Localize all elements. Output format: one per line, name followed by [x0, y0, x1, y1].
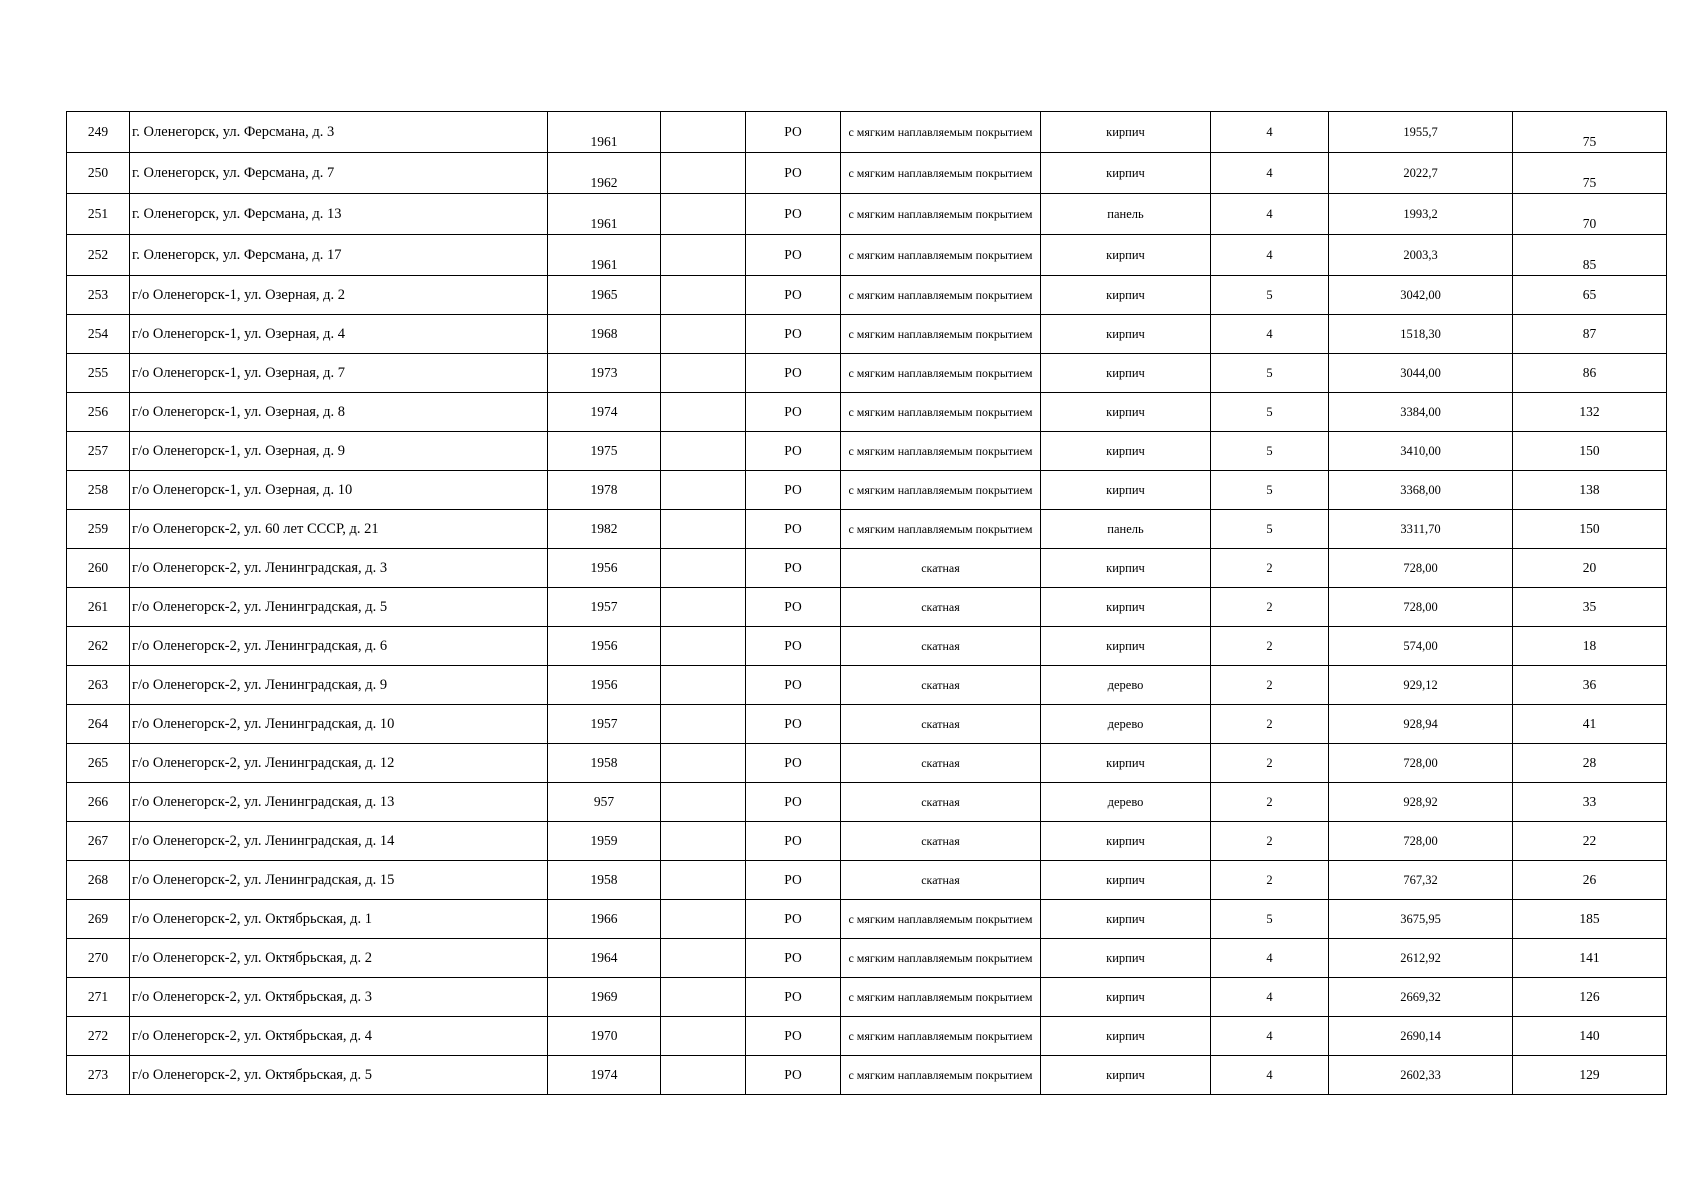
empty-cell — [661, 432, 746, 471]
empty-cell — [661, 861, 746, 900]
row-number-cell: 259 — [67, 510, 130, 549]
floors-cell: 5 — [1211, 432, 1329, 471]
table-row — [67, 1017, 1667, 1056]
management-cell: РО — [746, 783, 841, 822]
table-body — [67, 112, 1667, 1095]
address-cell: г. Оленегорск, ул. Ферсмана, д. 7 — [130, 153, 548, 194]
area-cell: 3042,00 — [1329, 276, 1513, 315]
address-cell: г/о Оленегорск-2, ул. Ленинградская, д. 15 — [130, 861, 548, 900]
table-row — [67, 153, 1667, 194]
table-row — [67, 744, 1667, 783]
table-row — [67, 471, 1667, 510]
empty-cell — [661, 744, 746, 783]
wall-material-cell: панель — [1041, 510, 1211, 549]
roof-type-cell: с мягким наплавляемым покрытием — [841, 112, 1041, 153]
year-built-cell: 1958 — [548, 744, 661, 783]
year-built-cell: 1974 — [548, 393, 661, 432]
floors-cell: 2 — [1211, 588, 1329, 627]
residents-cell: 33 — [1513, 783, 1667, 822]
residents-cell: 140 — [1513, 1017, 1667, 1056]
address-cell: г/о Оленегорск-1, ул. Озерная, д. 4 — [130, 315, 548, 354]
empty-cell — [661, 112, 746, 153]
residents-cell: 26 — [1513, 861, 1667, 900]
area-cell: 728,00 — [1329, 588, 1513, 627]
area-cell: 2602,33 — [1329, 1056, 1513, 1095]
area-cell: 728,00 — [1329, 822, 1513, 861]
row-number-cell: 268 — [67, 861, 130, 900]
row-number-cell: 264 — [67, 705, 130, 744]
wall-material-cell: кирпич — [1041, 744, 1211, 783]
year-built-cell: 1973 — [548, 354, 661, 393]
empty-cell — [661, 705, 746, 744]
wall-material-cell: кирпич — [1041, 1056, 1211, 1095]
address-cell: г/о Оленегорск-1, ул. Озерная, д. 9 — [130, 432, 548, 471]
table-row — [67, 276, 1667, 315]
address-cell: г. Оленегорск, ул. Ферсмана, д. 17 — [130, 235, 548, 276]
table-row — [67, 627, 1667, 666]
floors-cell: 4 — [1211, 939, 1329, 978]
empty-cell — [661, 1017, 746, 1056]
management-cell: РО — [746, 315, 841, 354]
roof-type-cell: с мягким наплавляемым покрытием — [841, 510, 1041, 549]
year-built-cell: 1961 — [548, 194, 661, 235]
year-built-cell: 1975 — [548, 432, 661, 471]
address-cell: г/о Оленегорск-2, ул. Ленинградская, д. 6 — [130, 627, 548, 666]
year-built-cell: 1959 — [548, 822, 661, 861]
management-cell: РО — [746, 861, 841, 900]
floors-cell: 4 — [1211, 1056, 1329, 1095]
table-row — [67, 666, 1667, 705]
roof-type-cell: скатная — [841, 588, 1041, 627]
wall-material-cell: кирпич — [1041, 235, 1211, 276]
row-number-cell: 249 — [67, 112, 130, 153]
address-cell: г/о Оленегорск-2, ул. Октябрьская, д. 4 — [130, 1017, 548, 1056]
empty-cell — [661, 510, 746, 549]
management-cell: РО — [746, 705, 841, 744]
roof-type-cell: скатная — [841, 666, 1041, 705]
residents-cell: 75 — [1513, 153, 1667, 194]
residents-cell: 86 — [1513, 354, 1667, 393]
year-built-cell: 1956 — [548, 549, 661, 588]
empty-cell — [661, 666, 746, 705]
management-cell: РО — [746, 354, 841, 393]
table-row — [67, 705, 1667, 744]
row-number-cell: 255 — [67, 354, 130, 393]
table-row — [67, 588, 1667, 627]
address-cell: г. Оленегорск, ул. Ферсмана, д. 3 — [130, 112, 548, 153]
wall-material-cell: кирпич — [1041, 549, 1211, 588]
year-built-cell: 1956 — [548, 666, 661, 705]
floors-cell: 2 — [1211, 705, 1329, 744]
management-cell: РО — [746, 510, 841, 549]
roof-type-cell: с мягким наплавляемым покрытием — [841, 900, 1041, 939]
empty-cell — [661, 588, 746, 627]
table-row — [67, 194, 1667, 235]
management-cell: РО — [746, 939, 841, 978]
empty-cell — [661, 471, 746, 510]
roof-type-cell: скатная — [841, 705, 1041, 744]
roof-type-cell: скатная — [841, 783, 1041, 822]
management-cell: РО — [746, 900, 841, 939]
floors-cell: 2 — [1211, 627, 1329, 666]
row-number-cell: 258 — [67, 471, 130, 510]
row-number-cell: 271 — [67, 978, 130, 1017]
table-row — [67, 822, 1667, 861]
row-number-cell: 269 — [67, 900, 130, 939]
row-number-cell: 250 — [67, 153, 130, 194]
empty-cell — [661, 235, 746, 276]
management-cell: РО — [746, 744, 841, 783]
row-number-cell: 260 — [67, 549, 130, 588]
roof-type-cell: с мягким наплавляемым покрытием — [841, 1017, 1041, 1056]
table-row — [67, 978, 1667, 1017]
table-row — [67, 549, 1667, 588]
area-cell: 3675,95 — [1329, 900, 1513, 939]
roof-type-cell: скатная — [841, 549, 1041, 588]
wall-material-cell: дерево — [1041, 705, 1211, 744]
residents-cell: 126 — [1513, 978, 1667, 1017]
area-cell: 728,00 — [1329, 549, 1513, 588]
row-number-cell: 251 — [67, 194, 130, 235]
residents-cell: 138 — [1513, 471, 1667, 510]
floors-cell: 4 — [1211, 112, 1329, 153]
table-row — [67, 235, 1667, 276]
row-number-cell: 262 — [67, 627, 130, 666]
year-built-cell: 1970 — [548, 1017, 661, 1056]
roof-type-cell: скатная — [841, 627, 1041, 666]
address-cell: г/о Оленегорск-2, ул. Ленинградская, д. 14 — [130, 822, 548, 861]
management-cell: РО — [746, 235, 841, 276]
year-built-cell: 1974 — [548, 1056, 661, 1095]
row-number-cell: 254 — [67, 315, 130, 354]
roof-type-cell: скатная — [841, 744, 1041, 783]
wall-material-cell: кирпич — [1041, 315, 1211, 354]
management-cell: РО — [746, 471, 841, 510]
row-number-cell: 265 — [67, 744, 130, 783]
area-cell: 1518,30 — [1329, 315, 1513, 354]
wall-material-cell: кирпич — [1041, 939, 1211, 978]
table-row — [67, 432, 1667, 471]
area-cell: 728,00 — [1329, 744, 1513, 783]
residents-cell: 150 — [1513, 432, 1667, 471]
management-cell: РО — [746, 627, 841, 666]
wall-material-cell: кирпич — [1041, 471, 1211, 510]
area-cell: 1955,7 — [1329, 112, 1513, 153]
address-cell: г/о Оленегорск-1, ул. Озерная, д. 2 — [130, 276, 548, 315]
roof-type-cell: скатная — [841, 822, 1041, 861]
area-cell: 2612,92 — [1329, 939, 1513, 978]
row-number-cell: 252 — [67, 235, 130, 276]
year-built-cell: 1957 — [548, 588, 661, 627]
area-cell: 2003,3 — [1329, 235, 1513, 276]
empty-cell — [661, 822, 746, 861]
floors-cell: 5 — [1211, 393, 1329, 432]
table-row — [67, 900, 1667, 939]
management-cell: РО — [746, 1056, 841, 1095]
wall-material-cell: кирпич — [1041, 153, 1211, 194]
address-cell: г/о Оленегорск-2, ул. Ленинградская, д. 12 — [130, 744, 548, 783]
wall-material-cell: дерево — [1041, 666, 1211, 705]
year-built-cell: 1982 — [548, 510, 661, 549]
table-row — [67, 393, 1667, 432]
year-built-cell: 1961 — [548, 112, 661, 153]
floors-cell: 5 — [1211, 900, 1329, 939]
wall-material-cell: дерево — [1041, 783, 1211, 822]
address-cell: г/о Оленегорск-2, ул. Октябрьская, д. 3 — [130, 978, 548, 1017]
address-cell: г/о Оленегорск-2, ул. Ленинградская, д. 9 — [130, 666, 548, 705]
residents-cell: 35 — [1513, 588, 1667, 627]
residents-cell: 129 — [1513, 1056, 1667, 1095]
floors-cell: 5 — [1211, 471, 1329, 510]
floors-cell: 4 — [1211, 978, 1329, 1017]
floors-cell: 2 — [1211, 744, 1329, 783]
row-number-cell: 273 — [67, 1056, 130, 1095]
wall-material-cell: кирпич — [1041, 112, 1211, 153]
year-built-cell: 1968 — [548, 315, 661, 354]
residents-cell: 36 — [1513, 666, 1667, 705]
area-cell: 3044,00 — [1329, 354, 1513, 393]
floors-cell: 4 — [1211, 153, 1329, 194]
management-cell: РО — [746, 153, 841, 194]
row-number-cell: 266 — [67, 783, 130, 822]
year-built-cell: 1964 — [548, 939, 661, 978]
row-number-cell: 253 — [67, 276, 130, 315]
table-row — [67, 354, 1667, 393]
address-cell: г/о Оленегорск-2, ул. Октябрьская, д. 2 — [130, 939, 548, 978]
roof-type-cell: с мягким наплавляемым покрытием — [841, 978, 1041, 1017]
area-cell: 1993,2 — [1329, 194, 1513, 235]
floors-cell: 4 — [1211, 235, 1329, 276]
area-cell: 2022,7 — [1329, 153, 1513, 194]
area-cell: 574,00 — [1329, 627, 1513, 666]
roof-type-cell: с мягким наплавляемым покрытием — [841, 354, 1041, 393]
floors-cell: 2 — [1211, 861, 1329, 900]
management-cell: РО — [746, 194, 841, 235]
year-built-cell: 1961 — [548, 235, 661, 276]
wall-material-cell: кирпич — [1041, 276, 1211, 315]
empty-cell — [661, 315, 746, 354]
management-cell: РО — [746, 549, 841, 588]
empty-cell — [661, 939, 746, 978]
area-cell: 929,12 — [1329, 666, 1513, 705]
empty-cell — [661, 549, 746, 588]
wall-material-cell: кирпич — [1041, 861, 1211, 900]
floors-cell: 4 — [1211, 1017, 1329, 1056]
table-row — [67, 315, 1667, 354]
area-cell: 3368,00 — [1329, 471, 1513, 510]
area-cell: 2669,32 — [1329, 978, 1513, 1017]
residents-cell: 70 — [1513, 194, 1667, 235]
address-cell: г/о Оленегорск-1, ул. Озерная, д. 10 — [130, 471, 548, 510]
area-cell: 2690,14 — [1329, 1017, 1513, 1056]
roof-type-cell: с мягким наплавляемым покрытием — [841, 939, 1041, 978]
residents-cell: 150 — [1513, 510, 1667, 549]
management-cell: РО — [746, 822, 841, 861]
address-cell: г/о Оленегорск-2, ул. 60 лет СССР, д. 21 — [130, 510, 548, 549]
residents-cell: 20 — [1513, 549, 1667, 588]
address-cell: г/о Оленегорск-1, ул. Озерная, д. 7 — [130, 354, 548, 393]
address-cell: г. Оленегорск, ул. Ферсмана, д. 13 — [130, 194, 548, 235]
year-built-cell: 957 — [548, 783, 661, 822]
residents-cell: 28 — [1513, 744, 1667, 783]
empty-cell — [661, 153, 746, 194]
floors-cell: 2 — [1211, 822, 1329, 861]
area-cell: 767,32 — [1329, 861, 1513, 900]
row-number-cell: 256 — [67, 393, 130, 432]
residents-cell: 65 — [1513, 276, 1667, 315]
empty-cell — [661, 783, 746, 822]
empty-cell — [661, 1056, 746, 1095]
year-built-cell: 1962 — [548, 153, 661, 194]
address-cell: г/о Оленегорск-2, ул. Октябрьская, д. 5 — [130, 1056, 548, 1095]
wall-material-cell: кирпич — [1041, 393, 1211, 432]
wall-material-cell: кирпич — [1041, 822, 1211, 861]
floors-cell: 5 — [1211, 354, 1329, 393]
floors-cell: 5 — [1211, 510, 1329, 549]
residents-cell: 141 — [1513, 939, 1667, 978]
roof-type-cell: скатная — [841, 861, 1041, 900]
floors-cell: 4 — [1211, 194, 1329, 235]
floors-cell: 5 — [1211, 276, 1329, 315]
area-cell: 3311,70 — [1329, 510, 1513, 549]
roof-type-cell: с мягким наплавляемым покрытием — [841, 194, 1041, 235]
address-cell: г/о Оленегорск-2, ул. Ленинградская, д. 10 — [130, 705, 548, 744]
year-built-cell: 1966 — [548, 900, 661, 939]
management-cell: РО — [746, 276, 841, 315]
row-number-cell: 257 — [67, 432, 130, 471]
residents-cell: 132 — [1513, 393, 1667, 432]
residents-cell: 75 — [1513, 112, 1667, 153]
roof-type-cell: с мягким наплавляемым покрытием — [841, 153, 1041, 194]
roof-type-cell: с мягким наплавляемым покрытием — [841, 276, 1041, 315]
empty-cell — [661, 978, 746, 1017]
roof-type-cell: с мягким наплавляемым покрытием — [841, 235, 1041, 276]
residents-cell: 87 — [1513, 315, 1667, 354]
management-cell: РО — [746, 112, 841, 153]
floors-cell: 2 — [1211, 666, 1329, 705]
address-cell: г/о Оленегорск-1, ул. Озерная, д. 8 — [130, 393, 548, 432]
empty-cell — [661, 900, 746, 939]
residents-cell: 41 — [1513, 705, 1667, 744]
table-row — [67, 510, 1667, 549]
wall-material-cell: кирпич — [1041, 588, 1211, 627]
management-cell: РО — [746, 666, 841, 705]
table-row — [67, 112, 1667, 153]
area-cell: 928,94 — [1329, 705, 1513, 744]
row-number-cell: 267 — [67, 822, 130, 861]
area-cell: 3384,00 — [1329, 393, 1513, 432]
row-number-cell: 263 — [67, 666, 130, 705]
area-cell: 928,92 — [1329, 783, 1513, 822]
year-built-cell: 1978 — [548, 471, 661, 510]
residents-cell: 185 — [1513, 900, 1667, 939]
wall-material-cell: кирпич — [1041, 900, 1211, 939]
address-cell: г/о Оленегорск-2, ул. Ленинградская, д. 5 — [130, 588, 548, 627]
table-row — [67, 861, 1667, 900]
year-built-cell: 1965 — [548, 276, 661, 315]
year-built-cell: 1956 — [548, 627, 661, 666]
wall-material-cell: кирпич — [1041, 627, 1211, 666]
residents-cell: 22 — [1513, 822, 1667, 861]
management-cell: РО — [746, 1017, 841, 1056]
floors-cell: 2 — [1211, 549, 1329, 588]
area-cell: 3410,00 — [1329, 432, 1513, 471]
wall-material-cell: кирпич — [1041, 978, 1211, 1017]
wall-material-cell: кирпич — [1041, 432, 1211, 471]
year-built-cell: 1958 — [548, 861, 661, 900]
floors-cell: 4 — [1211, 315, 1329, 354]
empty-cell — [661, 627, 746, 666]
address-cell: г/о Оленегорск-2, ул. Октябрьская, д. 1 — [130, 900, 548, 939]
table-row — [67, 939, 1667, 978]
table-row — [67, 1056, 1667, 1095]
management-cell: РО — [746, 393, 841, 432]
wall-material-cell: кирпич — [1041, 1017, 1211, 1056]
roof-type-cell: с мягким наплавляемым покрытием — [841, 471, 1041, 510]
empty-cell — [661, 354, 746, 393]
address-cell: г/о Оленегорск-2, ул. Ленинградская, д. 3 — [130, 549, 548, 588]
wall-material-cell: кирпич — [1041, 354, 1211, 393]
year-built-cell: 1969 — [548, 978, 661, 1017]
management-cell: РО — [746, 978, 841, 1017]
residents-cell: 18 — [1513, 627, 1667, 666]
empty-cell — [661, 194, 746, 235]
roof-type-cell: с мягким наплавляемым покрытием — [841, 432, 1041, 471]
empty-cell — [661, 276, 746, 315]
empty-cell — [661, 393, 746, 432]
roof-type-cell: с мягким наплавляемым покрытием — [841, 393, 1041, 432]
floors-cell: 2 — [1211, 783, 1329, 822]
residents-cell: 85 — [1513, 235, 1667, 276]
year-built-cell: 1957 — [548, 705, 661, 744]
wall-material-cell: панель — [1041, 194, 1211, 235]
management-cell: РО — [746, 588, 841, 627]
roof-type-cell: с мягким наплавляемым покрытием — [841, 315, 1041, 354]
row-number-cell: 270 — [67, 939, 130, 978]
table-row — [67, 783, 1667, 822]
address-cell: г/о Оленегорск-2, ул. Ленинградская, д. 13 — [130, 783, 548, 822]
housing-table — [66, 111, 1667, 1095]
management-cell: РО — [746, 432, 841, 471]
roof-type-cell: с мягким наплавляемым покрытием — [841, 1056, 1041, 1095]
row-number-cell: 272 — [67, 1017, 130, 1056]
row-number-cell: 261 — [67, 588, 130, 627]
